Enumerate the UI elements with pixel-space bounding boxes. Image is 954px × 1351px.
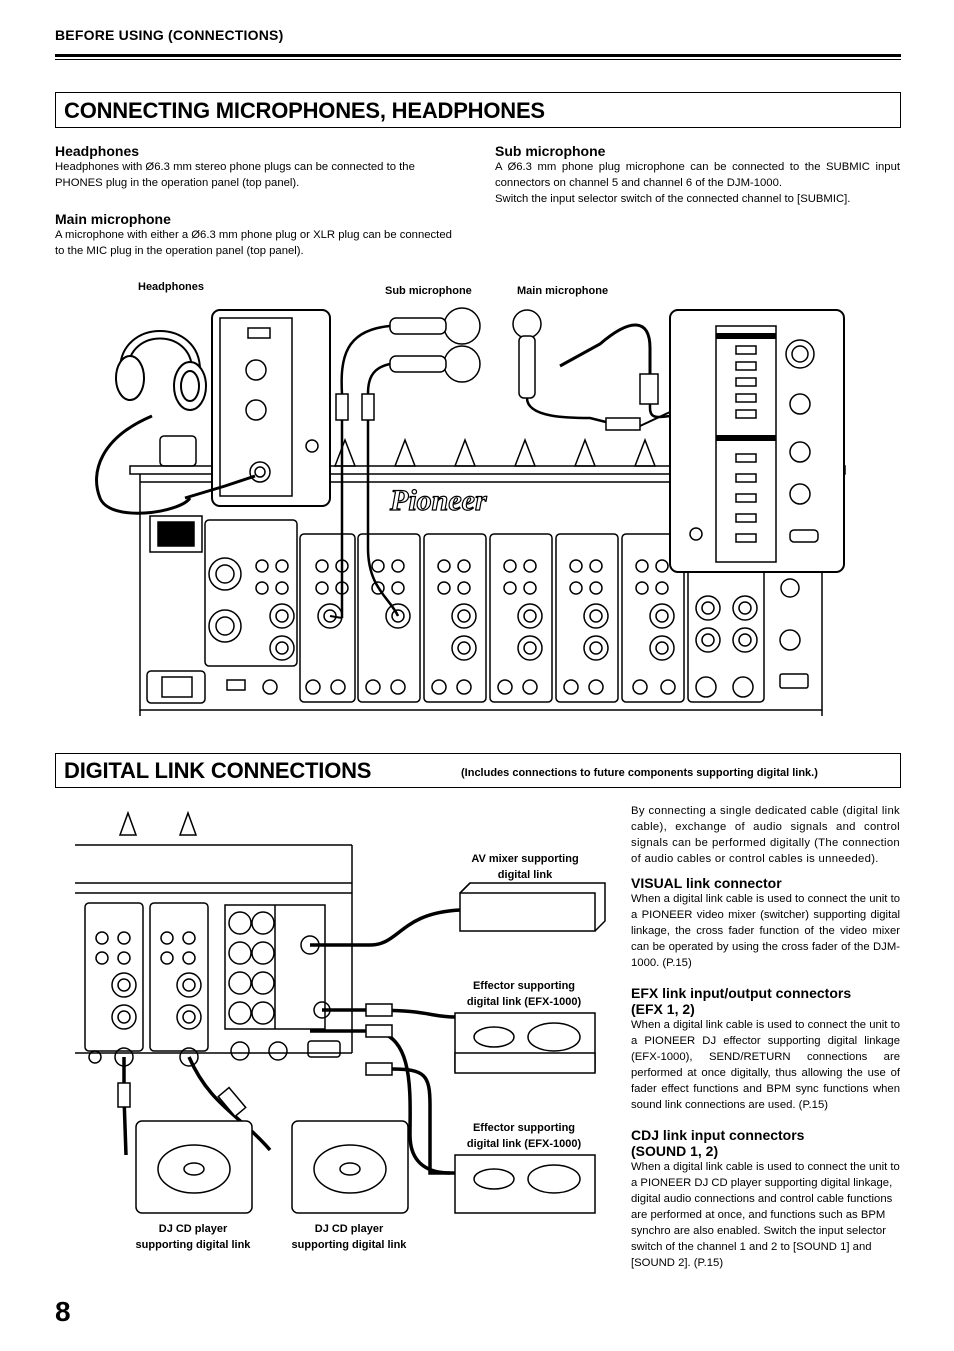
section1-title: CONNECTING MICROPHONES, HEADPHONES (64, 98, 545, 123)
fig-label-cdj-2-line2: supporting digital link (291, 1239, 407, 1251)
fig-label-cdj-1 (116, 1221, 270, 1253)
brand-logo: Pioneer (390, 484, 487, 517)
fader-knobs (335, 440, 655, 466)
digital-link-illustration (70, 805, 620, 1215)
main-mic-icon (513, 310, 541, 398)
header-rule-thick (55, 54, 901, 57)
headphones-icon (116, 331, 206, 410)
headphones-block (55, 143, 461, 191)
efx-heading-line1: EFX link input/output connectors (631, 985, 852, 1001)
fig-label-effector-1-line1: Effector supporting (472, 980, 576, 992)
digital-link-intro: By connecting a single dedicated cable (digital link cable), exchange of audio signals and control signals can be performed digitally (The connection of audio cables or control cables is unneeded). (631, 805, 900, 865)
efx-heading-line2: (EFX 1, 2) (631, 1001, 695, 1017)
fig-label-main-mic: Main microphone (517, 285, 609, 297)
fig-label-cdj-1-line2: supporting digital link (135, 1239, 251, 1251)
digital-link-text-column (631, 803, 900, 1271)
main-mic-block (55, 211, 461, 259)
cd-player-1 (136, 1121, 252, 1213)
sub-mic-block (495, 143, 900, 207)
sub-mic-text-1: A Ø6.3 mm phone plug microphone can be connected to the SUBMIC input connectors on channel 5 and channel 6 of the DJM-1000. (495, 161, 900, 189)
fig-label-av-mixer-line1: AV mixer supporting (471, 853, 579, 865)
fig-label-sub-mic: Sub microphone (385, 285, 472, 297)
sub-mic-text-2: Switch the input selector switch of the connected channel to [SUBMIC]. (495, 193, 851, 205)
cdj-text: When a digital link cable is used to connect the unit to a PIONEER DJ CD player supporting digital linkage, digital audio connections and control cable functions are performed at once, and functions such as BPM synchro are also enabled. Switch the input selector switch of the channel 1 and 2 to [SOUND 1] and [SOUND 2]. (P.15) (631, 1161, 900, 1269)
sub-mic-icons (390, 308, 480, 382)
cd-player-2 (292, 1121, 408, 1213)
headphones-text: Headphones with Ø6.3 mm stereo phone plugs can be connected to the PHONES plug in the operation panel (top panel). (55, 161, 415, 189)
headphones-heading: Headphones (55, 143, 140, 159)
main-mic-text: A microphone with either a Ø6.3 mm phone plug or XLR plug can be connected to the MIC plug in the operation panel (top panel). (55, 229, 452, 257)
header-rule-thin (55, 59, 901, 60)
section2-title-box (55, 753, 901, 788)
fig-label-effector-1-line2: digital link (EFX-1000) (466, 996, 582, 1008)
fig-label-effector-2-line2: digital link (EFX-1000) (466, 1138, 582, 1150)
cdj-heading-line2: (SOUND 1, 2) (631, 1143, 719, 1159)
section1-title-box (55, 92, 901, 128)
sub-mic-heading: Sub microphone (495, 143, 606, 159)
effector-unit-2 (455, 1155, 595, 1213)
fig-label-cdj-2-line1: DJ CD player (314, 1223, 384, 1235)
section2-title: DIGITAL LINK CONNECTIONS (64, 758, 372, 783)
section2-note: (Includes connections to future components supporting digital link.) (461, 767, 818, 779)
fig-label-headphones: Headphones (138, 281, 205, 293)
fig-label-cdj-2 (272, 1221, 426, 1253)
fig-label-effector-2-line1: Effector supporting (472, 1122, 576, 1134)
page-number: 8 (55, 1296, 71, 1327)
fig-label-cdj-1-line1: DJ CD player (158, 1223, 228, 1235)
effector-unit-1 (455, 1013, 595, 1073)
efx-text: When a digital link cable is used to connect the unit to a PIONEER DJ effector supporting digital linkage (EFX-1000), SEND/RETURN connections are performed at once digitally, thus allowing the use of fader effect functions and BPM sync functions when sound link connections are used. (P.15) (631, 1019, 900, 1111)
fig-label-av-mixer-line2: digital link (497, 869, 553, 881)
mixer-rear-panel-illustration (90, 298, 860, 718)
main-mic-heading: Main microphone (55, 211, 171, 227)
visual-link-heading: VISUAL link connector (631, 875, 782, 891)
section-header-label: BEFORE USING (CONNECTIONS) (55, 27, 284, 43)
visual-link-text: When a digital link cable is used to connect the unit to a PIONEER video mixer (switcher) supporting digital linkage, the cross fader function of the video mixer can be operated by using the cross fader of the DJM-1000. (P.15) (631, 893, 900, 969)
cdj-heading-line1: CDJ link input connectors (631, 1127, 805, 1143)
